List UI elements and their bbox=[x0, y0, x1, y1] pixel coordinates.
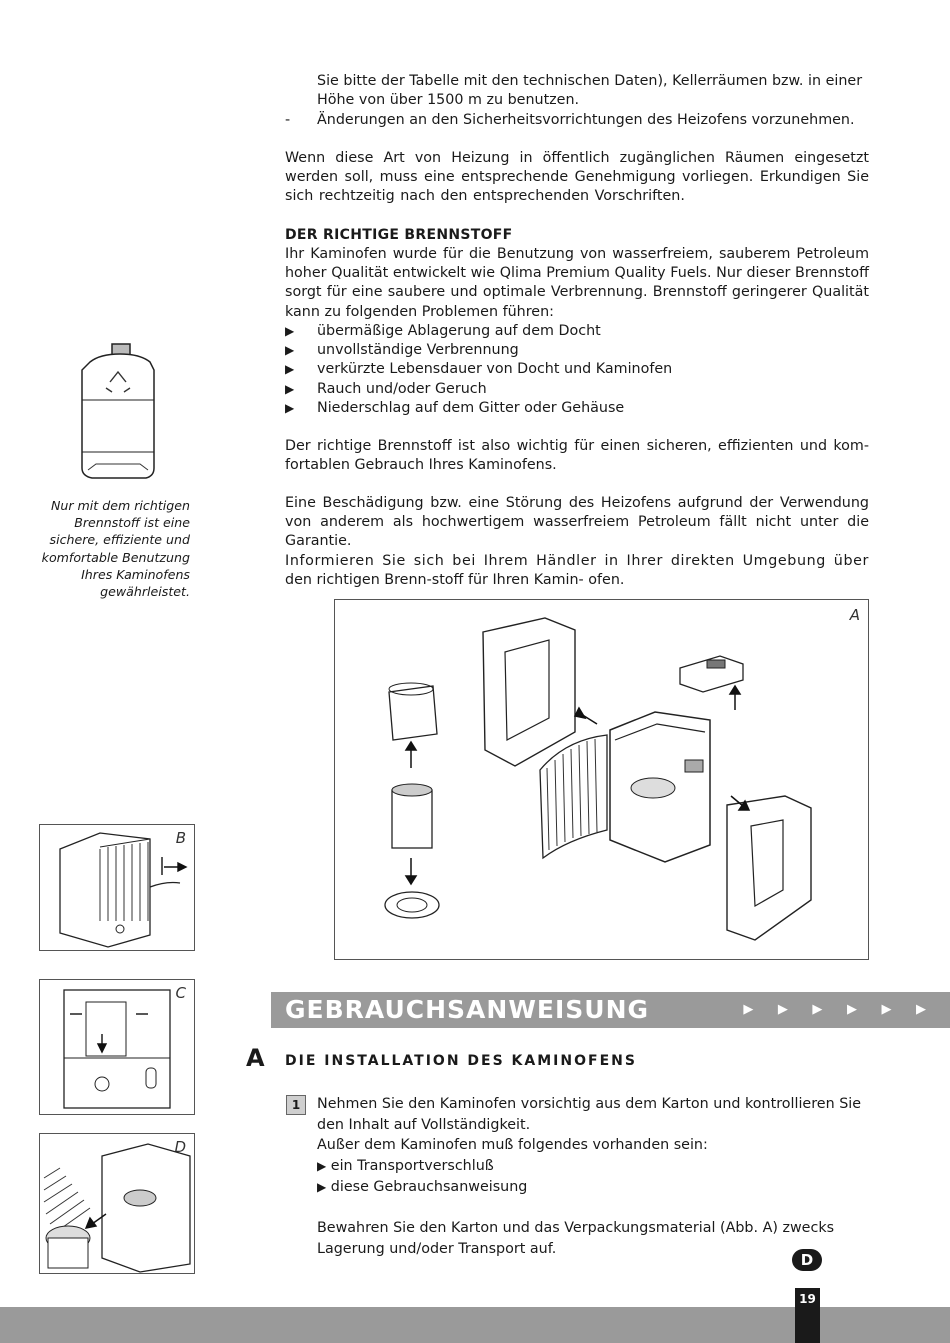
caption-line: gewährleistet. bbox=[100, 584, 190, 600]
public-rooms-paragraph: Wenn diese Art von Heizung in öffentlich zugänglichen Räumen eingesetzt werden soll, muss eine entsprechende Genehmigung vorliegen. Erkundigen Sie sich rechtzeitig nach den entsprechenden Vorschriften. bbox=[285, 150, 869, 205]
caption-line: Ihres Kaminofens bbox=[81, 566, 190, 582]
item-text: diese Gebrauchsanweisung bbox=[330, 1178, 528, 1195]
instructions-banner bbox=[271, 992, 950, 1028]
caption-line: Nur mit dem richtigen bbox=[50, 498, 190, 513]
bullet-text: unvollständige Verbrennung bbox=[317, 342, 519, 359]
banner-title: GEBRAUCHSANWEISUNG bbox=[285, 995, 650, 1024]
item-text: ein Transportverschluß bbox=[330, 1158, 494, 1175]
fuel-can-illustration bbox=[70, 340, 165, 490]
triangle-bullet-icon: ▶ bbox=[285, 362, 295, 377]
page-number: 19 bbox=[795, 1288, 820, 1343]
dealer-line-2: den richtigen Brenn-stoff für Ihren Kamin- ofen. bbox=[285, 571, 625, 588]
warranty-paragraph bbox=[285, 494, 869, 590]
intro-dash-item bbox=[285, 111, 869, 130]
intro-line-2: Höhe von über 1500 m zu benutzen. bbox=[317, 92, 580, 108]
figure-c-label: C bbox=[175, 984, 186, 1002]
triangle-bullet-icon: ▶ bbox=[285, 381, 295, 396]
triangle-bullet-icon: ▶ bbox=[285, 324, 295, 338]
bullet-text: Niederschlag auf dem Gitter oder Gehäuse bbox=[317, 399, 625, 416]
fuel-importance-paragraph: Der richtige Brennstoff ist also wichtig für einen sicheren, effizienten und kom-fortablen Gebrauch Ihres Kaminofens. bbox=[285, 438, 869, 474]
triangle-bullet-icon: ▶ bbox=[285, 343, 295, 358]
warranty-line-2: von anderem als hochwertigem wasserfreiem Petroleum fällt nicht unter die bbox=[285, 514, 869, 531]
bullet-text: verkürzte Lebensdauer von Docht und Kaminofen bbox=[317, 361, 673, 378]
step-line: Nehmen Sie den Kaminofen vorsichtig aus dem Karton und kontrollieren Sie bbox=[317, 1096, 862, 1112]
step-line: Bewahren Sie den Karton und das Verpackungsmaterial (Abb. A) zwecks bbox=[317, 1220, 835, 1237]
dealer-line-1: Informieren Sie sich bei Ihrem Händler in Ihrer direkten Umgebung über bbox=[285, 552, 869, 569]
figure-a-exploded-view bbox=[334, 599, 869, 960]
list-item bbox=[317, 1177, 869, 1198]
figure-d-label: D bbox=[174, 1138, 186, 1156]
triangle-bullet-icon: ▶ bbox=[317, 1179, 327, 1194]
fuel-caption bbox=[30, 497, 190, 600]
step-line: Lagerung und/oder Transport auf. bbox=[317, 1240, 557, 1257]
list-item bbox=[285, 360, 869, 379]
bullet-text: Rauch und/oder Geruch bbox=[317, 380, 487, 397]
section-letter: A bbox=[246, 1044, 265, 1072]
caption-line: Brennstoff ist eine bbox=[74, 515, 190, 531]
step-number-badge: 1 bbox=[286, 1095, 306, 1115]
triangle-bullet-icon: ▶ bbox=[317, 1159, 327, 1174]
banner-arrows-icon: ▶ ▶ ▶ ▶ ▶ ▶ bbox=[743, 1002, 936, 1017]
figure-c-transport-lock bbox=[39, 979, 195, 1115]
figure-b-label: B bbox=[175, 829, 186, 847]
figure-b-grille-removal bbox=[39, 824, 195, 951]
step-line: Außer dem Kaminofen muß folgendes vorhanden sein: bbox=[317, 1137, 708, 1154]
list-item bbox=[285, 322, 869, 341]
language-badge: D bbox=[792, 1249, 822, 1271]
step-line: den Inhalt auf Vollständigkeit. bbox=[317, 1116, 531, 1133]
fuel-problem-list bbox=[285, 322, 869, 418]
figure-d-burner-detail bbox=[39, 1133, 195, 1274]
intro-line-1: Sie bitte der Tabelle mit den technischen Daten), Kellerräumen bzw. in einer bbox=[317, 73, 863, 89]
fuel-intro-paragraph: Ihr Kaminofen wurde für die Benutzung von wasserfreiem, sauberem Petroleum hoher Qualität entwickelt wie Qlima Premium Quality Fuels. Nur dieser Brennstoff sorgt für eine saubere und optimale Verbrennung. Brennstoff geringerer Qualität kann zu folgenden Problemen führen: bbox=[285, 246, 869, 320]
step-1-text bbox=[317, 1094, 869, 1260]
list-item bbox=[285, 399, 869, 418]
triangle-bullet-icon: ▶ bbox=[285, 400, 295, 415]
intro-line-3: Änderungen an den Sicherheitsvorrichtungen des Heizofens vorzunehmen. bbox=[317, 112, 855, 128]
caption-line: komfortable Benutzung bbox=[41, 549, 190, 565]
warranty-line-1: Eine Beschädigung bzw. eine Störung des Heizofens aufgrund der Verwendung bbox=[285, 495, 869, 511]
section-heading: DIE INSTALLATION DES KAMINOFENS bbox=[285, 1053, 637, 1069]
warranty-line-3: Garantie. bbox=[285, 533, 352, 550]
caption-line: sichere, effiziente und bbox=[49, 532, 190, 548]
figure-a-label: A bbox=[849, 606, 860, 624]
list-item bbox=[285, 341, 869, 360]
list-item bbox=[285, 380, 869, 399]
dash-marker: - bbox=[285, 112, 291, 128]
bullet-text: übermäßige Ablagerung auf dem Docht bbox=[317, 323, 601, 339]
list-item bbox=[317, 1156, 869, 1177]
fuel-heading: DER RICHTIGE BRENNSTOFF bbox=[285, 227, 513, 243]
